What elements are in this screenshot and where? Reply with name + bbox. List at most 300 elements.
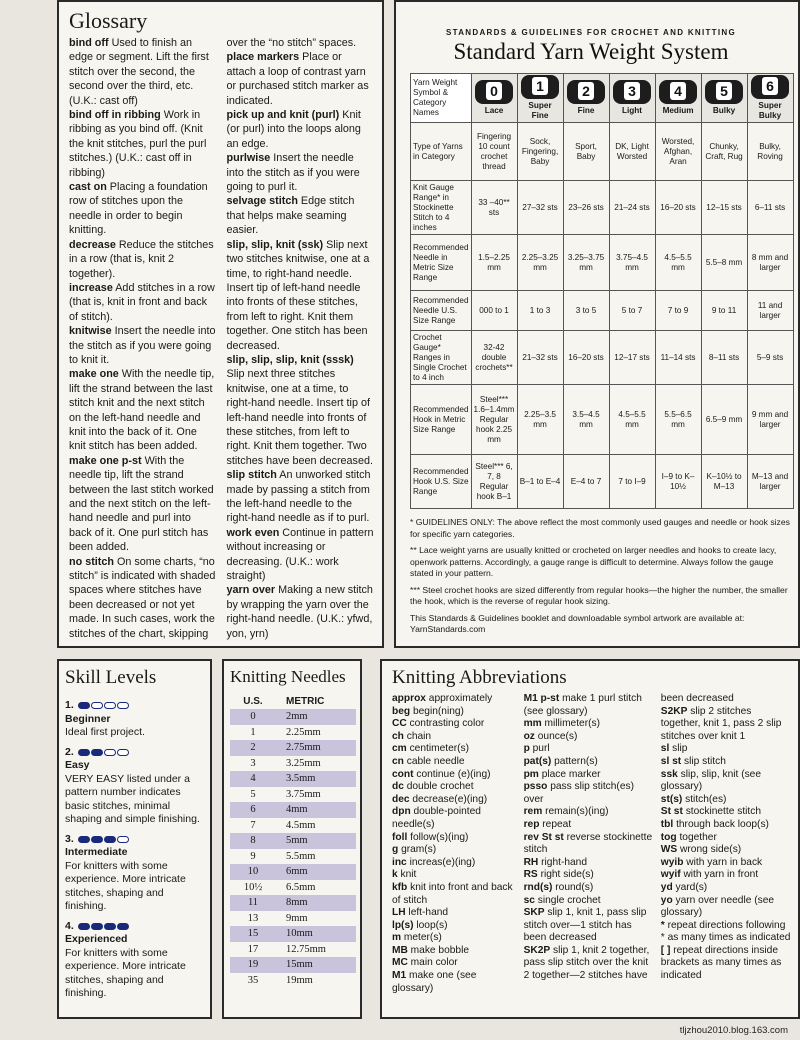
abbreviation-entry: [524, 907, 655, 945]
abbreviation-meaning: through back loop(s): [673, 818, 769, 830]
abbreviation-meaning: stockinette stitch: [682, 806, 761, 818]
glossary-entry: [69, 281, 217, 324]
glossary-definition: Used to finish an edge or segment. Lift the first stitch over the second, the second over the third, etc. (U.K.: cast off): [69, 37, 209, 107]
abbreviation-term: LH: [392, 907, 406, 919]
yarn-weight-header: [701, 74, 747, 123]
needle-row: [230, 926, 356, 942]
abbreviation-entry: [392, 706, 518, 719]
yarn-table-cell: Worsted, Afghan, Aran: [655, 123, 701, 181]
glossary-term: make one p-st: [69, 454, 142, 467]
abbreviation-term: RS: [523, 869, 538, 881]
yarn-table-cell: 8 mm and larger: [747, 235, 793, 291]
glossary-entry: [227, 151, 375, 194]
abbreviation-entry: [661, 743, 792, 756]
needle-row: [230, 880, 356, 896]
abbreviation-term: g: [392, 844, 399, 856]
glossary-entry: [69, 36, 217, 108]
abbreviation-meaning: double crochet: [403, 781, 474, 793]
abbreviation-term: sl st: [660, 755, 682, 767]
yarn-table-cell: 2.25–3.25 mm: [517, 235, 563, 291]
abbreviation-meaning: place marker: [538, 768, 601, 780]
skill-bars-icon: [78, 749, 129, 756]
abbreviation-meaning: pattern(s): [551, 755, 598, 767]
yarn-weight-name: Bulky: [712, 106, 736, 115]
abbreviation-meaning: slip 1, knit 2 together, pass slip stitch over the knit 2 together—2 stitches have: [523, 944, 650, 982]
abbreviation-meaning: continue (e)(ing): [413, 768, 491, 780]
skill-levels-panel: [57, 659, 212, 1019]
needle-us-size: 15: [230, 926, 276, 942]
abbreviation-entry: [524, 882, 655, 895]
abbreviations-panel: [380, 659, 800, 1019]
yarn-ball-icon: [659, 80, 697, 104]
glossary-definition: Reduce the stitches in a row (that is, knit 2 together).: [69, 238, 214, 280]
skill-bar: [117, 702, 129, 709]
glossary-entry: [227, 36, 375, 50]
abbreviation-meaning: remain(s)(ing): [542, 806, 609, 818]
yarn-table-cell: 16–20 sts: [655, 181, 701, 235]
glossary-entry: [69, 108, 217, 180]
needle-row: [230, 818, 356, 834]
yarn-table-cell: 3.25–3.75 mm: [563, 235, 609, 291]
yarn-weight-header: [517, 74, 563, 123]
abbreviation-term: CC: [392, 718, 407, 730]
abbreviation-entry: [661, 794, 792, 807]
yarn-table-cell: Steel*** 6, 7, 8 Regular hook B–1: [471, 455, 517, 509]
skill-bar: [117, 923, 129, 930]
abbreviation-meaning: knit: [397, 869, 417, 881]
abbreviation-entry: [392, 781, 518, 794]
glossary-definition: Continue in pattern without increasing or decreasing. (U.K.: work straight): [226, 526, 374, 583]
abbreviation-entry: [392, 869, 518, 882]
yarn-ball-icon: [751, 75, 789, 99]
yarn-table-cell: 4.5–5.5 mm: [655, 235, 701, 291]
abbreviation-meaning: double-pointed needle(s): [392, 806, 481, 830]
needle-metric-size: 6.5mm: [286, 881, 316, 893]
abbreviation-entry: [661, 706, 792, 744]
needle-metric-size: 5.5mm: [286, 850, 316, 862]
yarn-table-cell: 32-42 double crochets**: [471, 331, 517, 385]
abbreviation-entry: [661, 857, 792, 870]
abbreviation-entry: [661, 945, 792, 983]
abbreviation-entry: [392, 907, 518, 920]
abbreviation-entry: [524, 857, 655, 870]
glossary-entry: [227, 526, 375, 584]
yarn-row-label: Recommended Needle in Metric Size Range: [411, 235, 472, 291]
abbreviation-entry: [392, 920, 518, 933]
abbreviation-term: WS: [660, 844, 678, 856]
abbreviation-term: sc: [523, 894, 535, 906]
abbreviation-meaning: yard(s): [672, 881, 708, 893]
abbreviation-entry: [524, 693, 655, 718]
abbreviations-title: Knitting Abbreviations: [392, 667, 567, 688]
abbreviation-term: cm: [392, 743, 407, 755]
standards-header: STANDARDS & GUIDELINES FOR CROCHET AND KNITTING: [446, 28, 736, 37]
yarn-table-row: [411, 181, 794, 235]
glossary-entry: [69, 324, 217, 367]
abbreviation-entry: [524, 781, 655, 806]
needle-metric-size: 4mm: [276, 802, 356, 818]
yarn-table-cell: 5.5–8 mm: [701, 235, 747, 291]
abbreviation-term: RH: [523, 856, 539, 868]
skill-bar: [104, 836, 116, 843]
needle-us-size: 19: [230, 957, 276, 973]
abbreviation-entry: [661, 756, 792, 769]
glossary-term: decrease: [69, 238, 116, 251]
yarn-table-cell: 11–14 sts: [655, 331, 701, 385]
yarn-weight-header: [655, 74, 701, 123]
skill-bar: [104, 702, 116, 709]
glossary-term: work even: [226, 526, 280, 539]
abbreviation-term: tbl: [660, 818, 674, 830]
skill-level-number: 4.: [65, 919, 74, 932]
abbreviation-term: pat(s): [523, 755, 552, 767]
abbreviation-term: MB: [392, 944, 408, 956]
yarn-note: This Standards & Guidelines booklet and downloadable symbol artwork are available at: YarnStandards.com: [410, 612, 745, 634]
abbreviation-term: SKP: [523, 907, 545, 919]
yarn-ball-icon: [521, 75, 559, 99]
yarn-table-row: [411, 331, 794, 385]
abbreviation-term: [ ]: [660, 944, 671, 956]
abbreviation-entry: [524, 869, 655, 882]
yarn-weight-name: Medium: [662, 106, 694, 115]
needle-metric-size: 10mm: [276, 926, 356, 942]
skill-bars-icon: [78, 836, 129, 843]
glossary-title: Glossary: [69, 8, 148, 33]
needle-us-size: 0: [230, 709, 276, 725]
abbreviation-meaning: repeat directions following * as many times as indicated: [660, 919, 791, 944]
needle-us-size: 6: [230, 802, 276, 818]
abbreviation-meaning: reverse stockinette stitch: [523, 831, 653, 856]
skill-bar: [91, 836, 103, 843]
abbreviation-entry: [661, 895, 792, 920]
needle-row: [230, 942, 356, 958]
skill-level-name: Beginner: [65, 712, 111, 725]
glossary-term: increase: [69, 281, 113, 294]
abbreviation-meaning: follow(s)(ing): [407, 831, 469, 843]
glossary-entry: [69, 555, 217, 641]
abbreviation-term: dc: [392, 781, 404, 793]
glossary-entry: [227, 108, 375, 151]
abbreviation-term: beg: [392, 705, 411, 717]
abbreviations-column-1: [392, 693, 518, 995]
abbreviation-meaning: left-hand: [405, 907, 449, 919]
abbreviation-meaning: gram(s): [398, 844, 437, 856]
needle-us-size: 10½: [243, 881, 263, 893]
abbreviation-meaning: round(s): [552, 881, 594, 893]
yarn-table-cell: 9 to 11: [701, 291, 747, 331]
abbreviation-entry: [524, 832, 655, 857]
abbreviation-meaning: main color: [407, 957, 458, 969]
abbreviation-entry: [524, 743, 655, 756]
yarn-table-cell: 4.5–5.5 mm: [609, 385, 655, 455]
glossary-definition: With the needle tip, lift the strand between the last stitch worked and the next stitch on the left-hand needle and purl into back of it. One purl stitch has been added.: [69, 454, 214, 554]
skill-level-description: Ideal first project.: [65, 726, 145, 738]
needle-us-size: 5: [250, 788, 256, 800]
abbreviation-entry: [392, 832, 518, 845]
abbreviation-term: rev St st: [523, 831, 564, 843]
abbreviation-meaning: slip 1, knit 1, pass slip stitch over—1 stitch has been decreased: [523, 907, 647, 944]
abbreviation-term: oz: [523, 730, 535, 742]
glossary-definition: On some charts, “no stitch” is indicated with shaded spaces where stitches have been decreased or not yet made. In such cases, work the stitches of the chart, skipping: [69, 555, 216, 640]
yarn-weight-number: 4: [670, 82, 686, 100]
skill-bar: [91, 749, 103, 756]
glossary-definition: Work in ribbing as you bind off. (Knit the knit stitches, purl the purl stitches.) (U.K.: cast off in ribbing): [69, 109, 207, 179]
skill-level-description: For knitters with some experience. More intricate stitches, shaping and finishing.: [65, 946, 186, 999]
needle-us-size: 3: [250, 757, 256, 769]
abbreviation-entry: [392, 945, 518, 958]
abbreviation-meaning: slip: [669, 743, 688, 755]
yarn-table-cell: 7 to I–9: [609, 455, 655, 509]
abbreviation-meaning: decrease(e)(ing): [409, 793, 488, 805]
abbreviation-entry: [392, 844, 518, 857]
yarn-table-cell: 1.5–2.25 mm: [471, 235, 517, 291]
glossary-column-2: [227, 36, 375, 641]
abbreviation-meaning: slip, slip, knit (see glossary): [660, 768, 762, 793]
skill-bars-icon: [78, 923, 129, 930]
abbreviation-term: tog: [660, 831, 677, 843]
abbreviation-meaning: repeat directions inside brackets as many times as indicated: [660, 944, 782, 982]
needle-row: [230, 740, 356, 756]
abbreviation-term: MC: [392, 957, 408, 969]
abbreviation-meaning: together: [676, 831, 717, 843]
abbreviations-column-3: [661, 693, 792, 995]
yarn-ball-icon: [475, 80, 513, 104]
abbreviation-term: rem: [523, 806, 543, 818]
abbreviation-meaning: slip stitch: [681, 755, 726, 767]
yarn-weight-number: 6: [762, 77, 778, 95]
needle-us-size: 8: [230, 833, 276, 849]
yarn-table-cell: 5.5–6.5 mm: [655, 385, 701, 455]
yarn-table-cell: Fingering 10 count crochet thread: [471, 123, 517, 181]
abbreviation-meaning: chain: [403, 730, 432, 742]
abbreviation-meaning: right-hand: [538, 856, 588, 868]
abbreviation-meaning: cable needle: [403, 755, 465, 767]
skill-levels-title: Skill Levels: [65, 667, 157, 688]
yarn-weight-name: Super Fine: [528, 101, 552, 120]
glossary-definition: An unworked stitch made by passing a stitch from the left-hand needle to the right-hand needle as if to purl.: [226, 469, 371, 525]
abbreviation-meaning: increas(e)(ing): [406, 856, 476, 868]
yarn-weight-number: 1: [532, 77, 548, 95]
abbreviation-meaning: contrasting color: [406, 718, 485, 730]
abbreviation-term: cn: [392, 755, 404, 767]
needle-row: [230, 756, 356, 772]
skill-bar: [78, 702, 90, 709]
glossary-term: pick up and knit (purl): [226, 109, 340, 122]
yarn-table-cell: 5–9 sts: [747, 331, 793, 385]
yarn-table-cell: Sock, Fingering, Baby: [517, 123, 563, 181]
watermark-credit: tljzhou2010.blog.163.com: [679, 1025, 788, 1036]
abbreviation-entry: [661, 920, 792, 945]
skill-bar: [104, 749, 116, 756]
needle-metric-size: 9mm: [286, 912, 308, 924]
yarn-table-cell: 3.5–4.5 mm: [563, 385, 609, 455]
abbreviation-meaning: knit into front and back of stitch: [392, 881, 513, 906]
skill-bar: [91, 923, 103, 930]
abbreviation-term: m: [392, 932, 402, 944]
abbreviation-entry: [524, 769, 655, 782]
yarn-table-cell: I–9 to K–10½: [655, 455, 701, 509]
yarn-table-row: [411, 235, 794, 291]
needle-metric-size: 12.75mm: [286, 943, 326, 955]
needle-row: [230, 849, 356, 865]
glossary-definition: Slip next two stitches knitwise, one at a time, to right-hand needle. Insert tip of left-hand needle into fronts of these stitches, from left to right. Knit them together. One stitch has been decreased.: [226, 238, 370, 352]
glossary-term: make one: [69, 368, 119, 381]
glossary-entry: [227, 353, 375, 468]
abbreviation-term: ch: [392, 730, 404, 742]
yarn-table-cell: K–10½ to M–13: [701, 455, 747, 509]
abbreviation-meaning: yarn over needle (see glossary): [660, 894, 775, 919]
yarn-table-cell: 16–20 sts: [563, 331, 609, 385]
glossary-definition: Knit (or purl) into the loops along an edge.: [226, 109, 361, 150]
yarn-ball-icon: [705, 80, 743, 104]
yarn-table-cell: 3 to 5: [563, 291, 609, 331]
yarn-note: *** Steel crochet hooks are sized differently from regular hooks—the higher the number, the smaller the hook, which is the reverse of regular hook sizing.: [410, 584, 788, 606]
abbreviation-term: cont: [392, 768, 414, 780]
abbreviation-entry: [392, 857, 518, 870]
yarn-weight-number: 0: [486, 82, 502, 100]
abbreviation-meaning: repeat: [539, 818, 572, 830]
skill-level: [65, 746, 204, 827]
yarn-table-cell: Sport, Baby: [563, 123, 609, 181]
needle-metric-size: 5mm: [276, 833, 356, 849]
abbreviation-meaning: with yarn in back: [683, 856, 763, 868]
glossary-definition: Place or attach a loop of contrast yarn or purchased stitch marker as indicated.: [226, 51, 369, 107]
glossary-definition: Edge stitch that helps make seaming easier.: [226, 195, 355, 237]
glossary-term: knitwise: [69, 325, 112, 338]
glossary-entry: [69, 367, 217, 453]
abbreviation-term: pm: [523, 768, 539, 780]
glossary-term: no stitch: [69, 555, 114, 568]
yarn-table-cell: 6–11 sts: [747, 181, 793, 235]
yarn-weight-name: Lace: [484, 106, 504, 115]
yarn-weight-panel: [394, 0, 800, 648]
skill-level-name: Easy: [65, 759, 90, 771]
abbreviation-term: dpn: [392, 806, 411, 818]
yarn-ball-icon: [613, 80, 651, 104]
abbreviation-term: SK2P: [523, 944, 551, 956]
needle-metric-size: 6mm: [276, 864, 356, 880]
abbreviation-entry: [392, 970, 518, 995]
needle-row: [230, 833, 356, 849]
glossary-term: cast on: [69, 181, 107, 194]
yarn-table-cell: 21–32 sts: [517, 331, 563, 385]
knitting-needles-title: Knitting Needles: [230, 667, 346, 686]
skill-level: [65, 699, 204, 740]
needle-row: [230, 709, 356, 725]
abbreviation-entry: [524, 731, 655, 744]
yarn-note: ** Lace weight yarns are usually knitted or crocheted on larger needles and hooks to create lacy, openwork patterns. Accordingly, a gauge range is difficult to determine. Always follow the gauge stated in your pattern.: [410, 545, 777, 578]
abbreviation-meaning: stitch(es): [682, 793, 727, 805]
abbreviation-term: ssk: [660, 768, 678, 780]
glossary-entry: [69, 238, 217, 281]
yarn-table-row: [411, 123, 794, 181]
abbreviation-entry: [661, 832, 792, 845]
yarn-row-label: Recommended Hook U.S. Size Range: [411, 455, 472, 509]
skill-level-name: Experienced: [65, 933, 128, 945]
abbreviation-meaning: single crochet: [534, 894, 601, 906]
needle-us-size: 11: [230, 895, 276, 911]
abbreviation-term: sl: [660, 743, 670, 755]
glossary-term: slip stitch: [226, 469, 277, 482]
abbreviation-meaning: ounce(s): [534, 730, 578, 742]
skill-level: [65, 920, 204, 1001]
abbreviation-term: St st: [660, 806, 683, 818]
abbreviation-term: approx: [392, 693, 426, 704]
yarn-table-cell: Bulky, Roving: [747, 123, 793, 181]
skill-levels-list: [65, 699, 204, 1001]
abbreviation-meaning: purl: [529, 743, 550, 755]
abbreviation-entry: [392, 756, 518, 769]
needle-metric-size: 8mm: [276, 895, 356, 911]
glossary-term: selvage stitch: [226, 195, 298, 208]
yarn-table-row: [411, 385, 794, 455]
needle-metric-size: 3.25mm: [286, 757, 321, 769]
needle-us-size: 7: [250, 819, 256, 831]
yarn-row-label: Type of Yarns in Category: [411, 123, 472, 181]
glossary-term: yarn over: [226, 584, 276, 597]
abbreviation-term: st(s): [660, 793, 683, 805]
glossary-definition: Add stitches in a row (that is, knit in front and back of stitch).: [69, 281, 215, 323]
needle-row: [230, 787, 356, 803]
abbreviation-entry: [392, 957, 518, 970]
abbreviation-term: yo: [660, 894, 673, 906]
abbreviation-meaning: make 1 purl stitch (see glossary): [523, 693, 642, 717]
glossary-entry: [227, 194, 375, 237]
abbreviation-entry: [392, 693, 518, 706]
abbreviation-term: foll: [392, 831, 408, 843]
yarn-weight-name: Light: [622, 106, 643, 115]
abbreviation-meaning: pass slip stitch(es) over: [523, 781, 634, 805]
abbreviation-term: k: [392, 869, 398, 881]
yarn-table-cell: 9 mm and larger: [747, 385, 793, 455]
col-us: U.S.: [243, 696, 263, 707]
skill-level-description: VERY EASY listed under a pattern number indicates basic stitches, minimal shaping and simple finishing.: [65, 772, 200, 825]
abbreviation-term: lp(s): [392, 919, 414, 931]
skill-bar: [117, 749, 129, 756]
yarn-ball-icon: [567, 80, 605, 104]
glossary-definition: Insert the needle into the stitch as if you were going to knit it.: [69, 325, 216, 366]
glossary-entry: [227, 468, 375, 526]
glossary-entry: [69, 454, 217, 555]
abbreviation-term: psso: [523, 781, 548, 793]
yarn-notes: [410, 517, 790, 636]
needle-metric-size: 2mm: [276, 709, 356, 725]
needle-metric-size: 15mm: [276, 957, 356, 973]
glossary-term: bind off: [69, 37, 109, 49]
abbreviation-entry: [392, 769, 518, 782]
skill-bar: [78, 923, 90, 930]
needle-row: [230, 725, 356, 741]
yarn-table-cell: 12–15 sts: [701, 181, 747, 235]
yarn-table-cell: 27–32 sts: [517, 181, 563, 235]
col-metric: METRIC: [286, 696, 325, 707]
knitting-needles-panel: [222, 659, 362, 1019]
yarn-table-corner: Yarn Weight Symbol & Category Names: [411, 74, 472, 123]
skill-level-number: 3.: [65, 832, 74, 845]
skill-bar: [78, 836, 90, 843]
yarn-weight-header: [609, 74, 655, 123]
abbreviation-entry: [392, 743, 518, 756]
needle-metric-size: 3.5mm: [276, 771, 356, 787]
yarn-table-row: [411, 291, 794, 331]
glossary-term: purlwise: [226, 152, 271, 165]
yarn-table-cell: 5 to 7: [609, 291, 655, 331]
needle-row: [230, 911, 356, 927]
abbreviations-column-2: [524, 693, 655, 995]
abbreviation-entry: [661, 769, 792, 794]
abbreviation-entry: [524, 819, 655, 832]
abbreviation-term: mm: [523, 718, 542, 730]
